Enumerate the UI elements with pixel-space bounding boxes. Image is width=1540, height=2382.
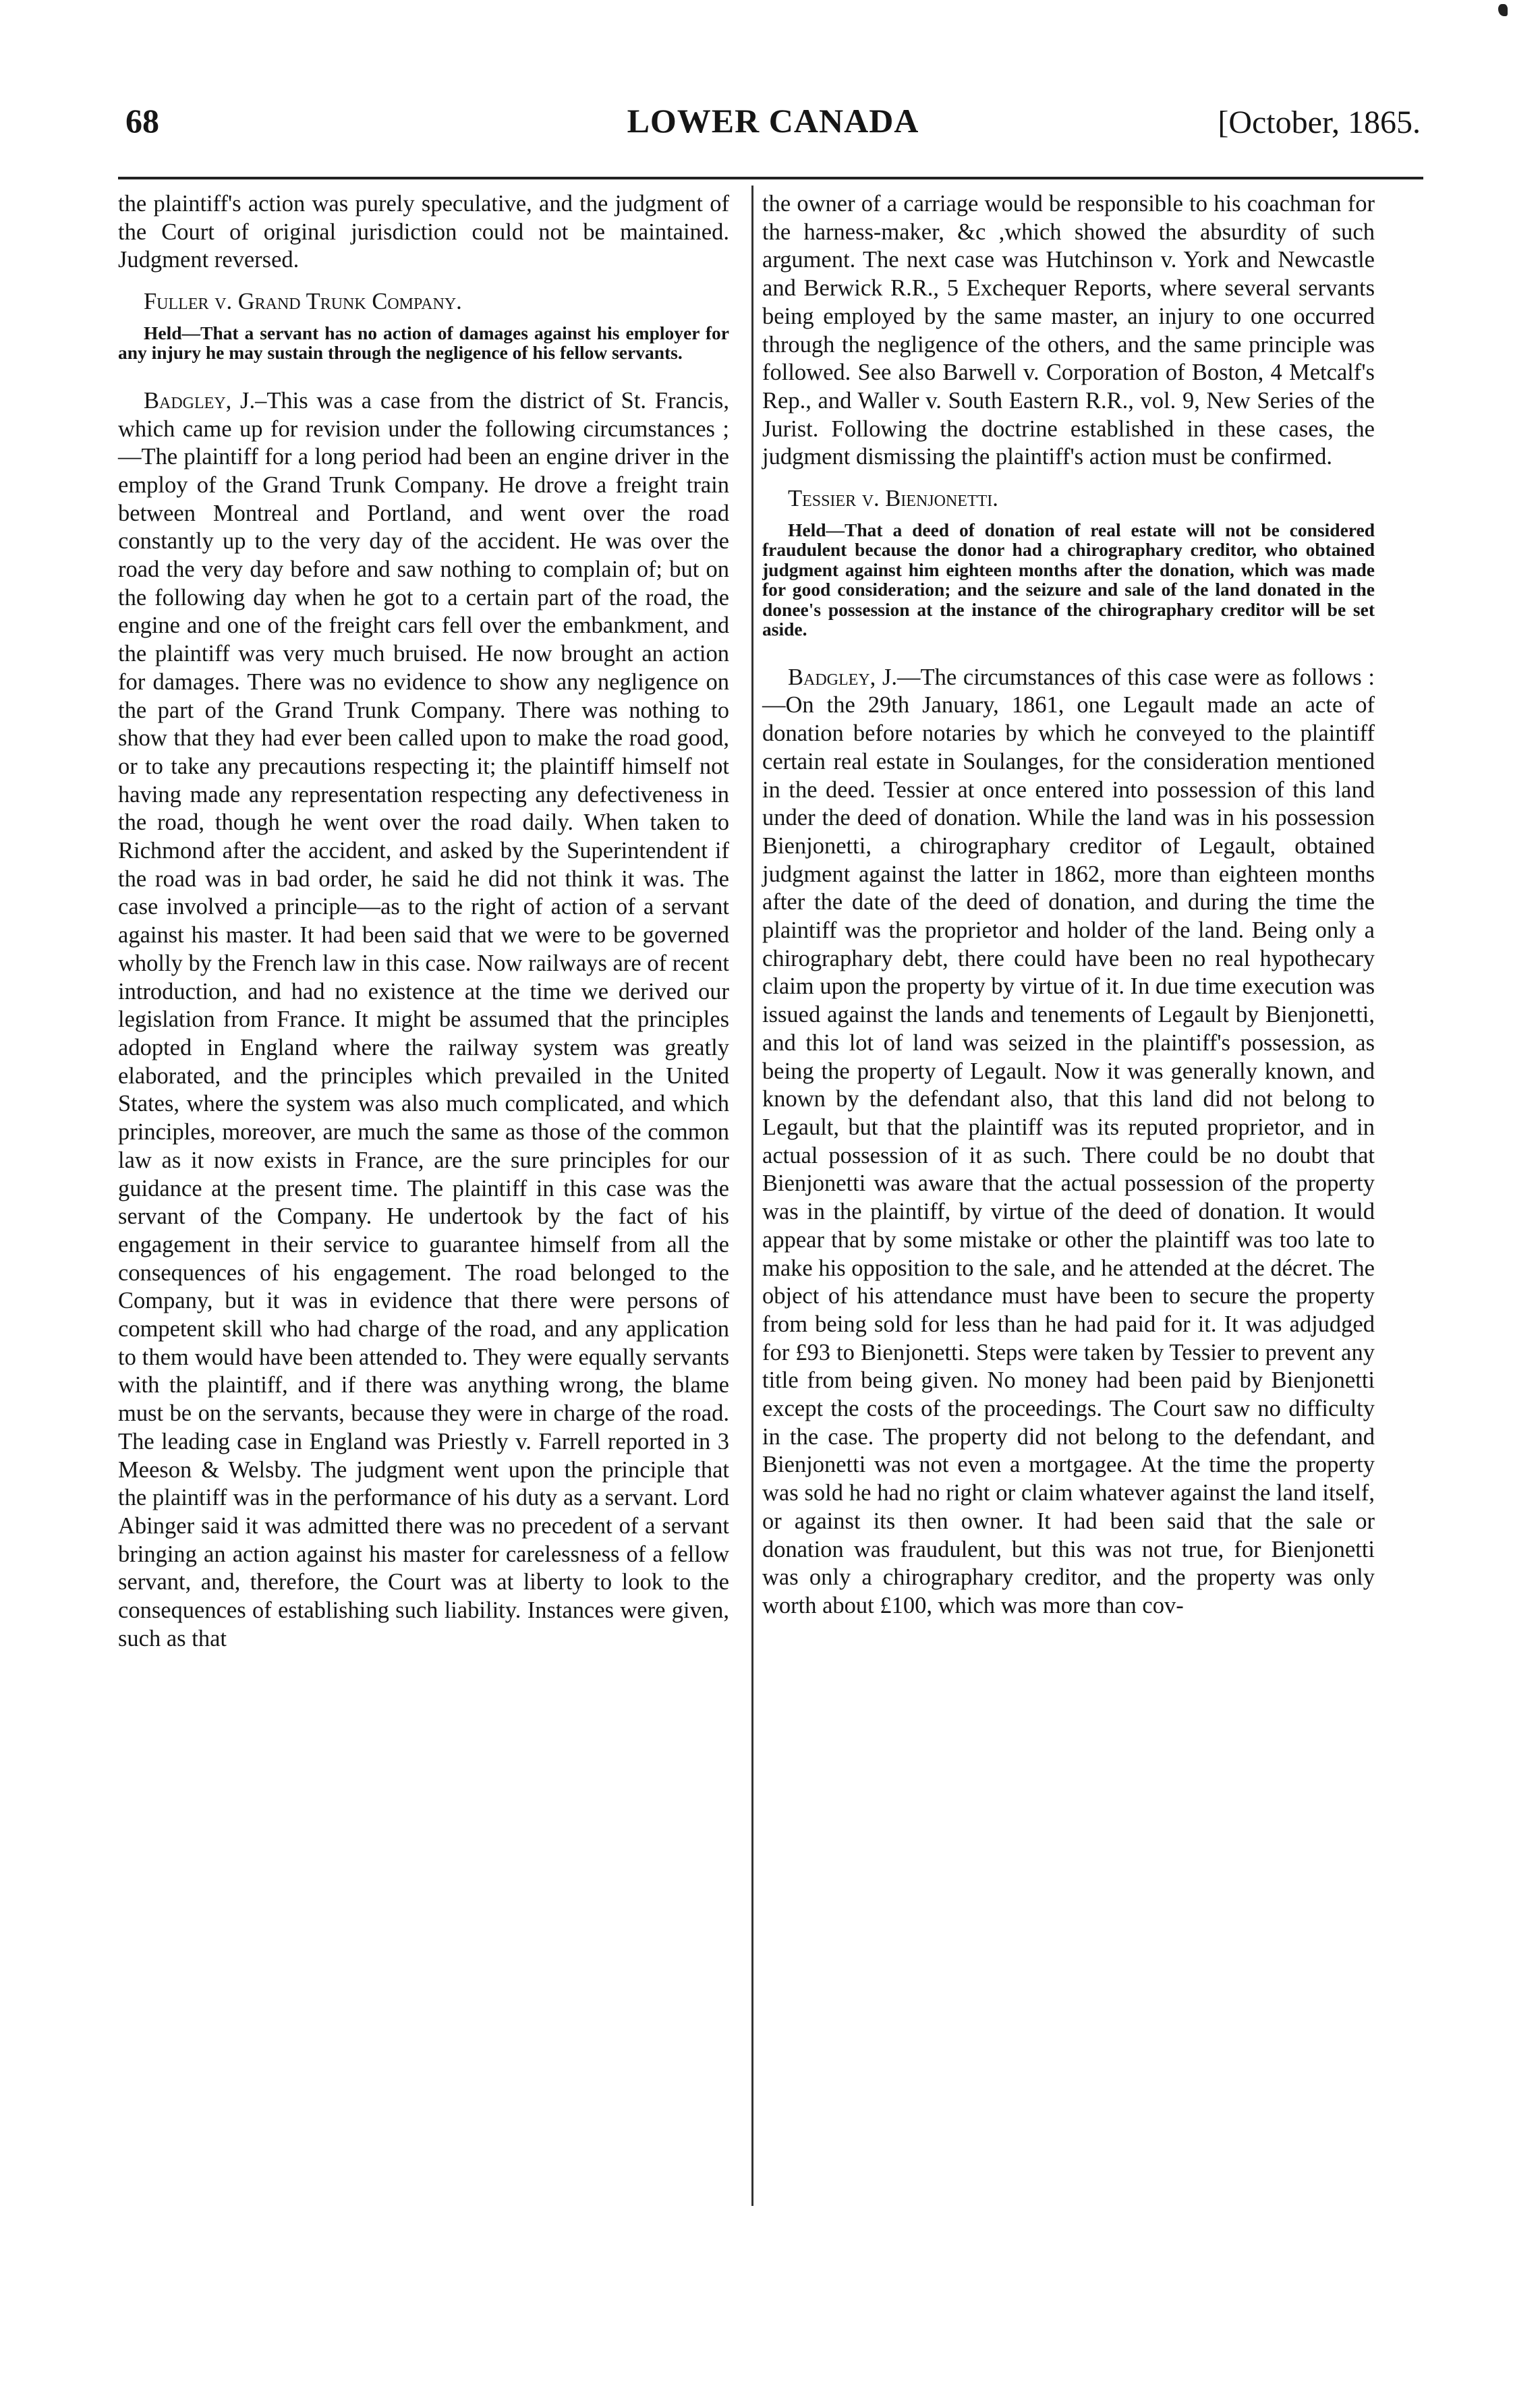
case-title-tessier: Tessier v. Bienjonetti. — [788, 486, 998, 512]
header-rule — [118, 177, 1423, 179]
judge-name: Badgley, J. — [788, 664, 898, 690]
column-divider — [751, 186, 753, 2206]
right-column — [762, 190, 1375, 1620]
case-title-fuller: Fuller v. Grand Trunk Company. — [144, 289, 462, 315]
left-column — [118, 190, 729, 1653]
continued-paragraph: the plaintiff's action was purely speculative, and the judgment of the Court of original jurisdiction could not be maintained. Judgment reversed. — [118, 191, 729, 273]
scan-mark — [1498, 4, 1508, 16]
running-header — [125, 101, 1421, 155]
case-body-text: —The circumstances of this case were as follows :—On the 29th January, 1861, one Legault made an acte of donation before notaries by which he conveyed to the plaintiff certain real estate in Soulanges, for the consideration mentioned in the deed. Tessier at once entered into possession of this land under the deed of donation. While the land was in his possession Bienjonetti, a chirographary creditor of Legault, obtained judgment against the latter in 1862, more than eighteen months after the date of the deed of donation, and during the time the plaintiff was the proprietor and holder of the land. Being only a chirographary debt, there could have been no real hypothecary claim upon the property by virtue of it. In due time execution was issued against the lands and tenements of Legault by Bienjonetti, and this lot of land was seized in the plaintiff's possession, as being the property of Legault. Now it was generally known, and known by the defendant also, that this land did not belong to Legault, but that the plaintiff was its reputed proprietor, and in actual possession of it as such. There could be no doubt that Bienjonetti was aware that the actual possession of the property was in the plaintiff, by virtue of the deed of donation. It would appear that by some mistake or other the plaintiff was too late to make his opposition to the sale, and he attended at the décret. The object of his attendance must have been to secure the property from being sold for less than he had paid for it. It was adjudged for £93 to Bienjonetti. Steps were taken by Tessier to prevent any title from being given. No money had been paid by Bienjonetti except the costs of the proceedings. The Court saw no difficulty in the case. The property did not belong to the defendant, and Bienjonetti was not even a mortgagee. At the time the property was sold he had no right or claim whatever against the land itself, or against its then owner. It had been said that the sale or donation was fraudulent, but this was not true, for Bienjonetti was only a chirographary creditor, and the property was only worth about £100, which was more than cov- — [762, 664, 1375, 1618]
case-holding-fuller: Held—That a servant has no action of damages against his employer for any injury he may sustain through the negligence of his fellow servants. — [118, 322, 729, 364]
case-body-text: –This was a case from the district of St. Francis, which came up for revision under the following circumstances ;—The plaintiff for a long period had been an engine driver in the employ of the Grand Trunk Company. He drove a freight train between Montreal and Portland, and went over the road constantly up to the very day of the accident. He was over the road the very day before and saw nothing to complain of; but on the following day when he got to a certain part of the road, the engine and one of the freight cars fell over the embankment, and the plaintiff was very much bruised. He now brought an action for damages. There was no evidence to show any negligence on the part of the Grand Trunk Company. There was nothing to show that they had ever been called upon to make the road good, or to take any precautions respecting it; the plaintiff himself not having made any representation respecting any defectiveness in the road, though he went over the road daily. When taken to Richmond after the accident, and asked by the Superintendent if the road was in bad order, he said he did not think it was. The case involved a principle—as to the right of action of a servant against his master. It had been said that we were to be governed wholly by the French law in this case. Now railways are of recent introduction, and had no existence at the time we derived our legislation from France. It might be assumed that the principles adopted in England where the railway system was greatly elaborated, and the principles which prevailed in the United States, where the system was also much complicated, and which principles, moreover, are much the same as those of the common law as it now exists in France, are the sure principles for our guidance at the present time. The plaintiff in this case was the servant of the Company. He undertook by the fact of his engagement in their service to guarantee himself from all the consequences of his engagement. The road belonged to the Company, but it was in evidence that there were persons of competent skill who had charge of the road, and any application to them would have been attended to. They were equally servants with the plaintiff, and if there was anything wrong, the blame must be on the servants, because they were in charge of the road. The leading case in England was Priestly v. Farrell reported in 3 Meeson & Welsby. The judgment went upon the principle that the plaintiff was in the performance of his duty as a servant. Lord Abinger said it was admitted there was no precedent of a servant bringing an action against his master for carelessness of a fellow servant, and, therefore, the Court was at liberty to look to the consequences of establishing such liability. Instances were given, such as that — [118, 387, 729, 1651]
issue-date: [October, 1865. — [1218, 105, 1421, 140]
case-body-fuller — [118, 387, 729, 1653]
continued-paragraph: the owner of a carriage would be responsible to his coachman for the harness-maker, &c ,which showed the absurdity of such argument. The next case was Hutchinson v. York and Newcastle and Berwick R.R., 5 Exchequer Reports, where several servants being employed by the same master, an injury to one occurred through the negligence of the others, and the same principle was followed. See also Barwell v. Corporation of Boston, 4 Metcalf's Rep., and Waller v. South Eastern R.R., vol. 9, New Series of the Jurist. Following the doctrine established in these cases, the judgment dismissing the plaintiff's action must be confirmed. — [762, 191, 1375, 470]
page-number: 68 — [125, 102, 159, 140]
case-holding-tessier: Held—That a deed of donation of real estate will not be considered fraudulent because the donor had a chirographary creditor, who obtained judgment against him eighteen months after the donation, which was made for good consideration; and the seizure and sale of the land donated in the donee's possession at the instance of the chirographary creditor will be set aside. — [762, 519, 1375, 640]
running-title: LOWER CANADA — [627, 102, 919, 140]
case-body-tessier — [762, 664, 1375, 1620]
judge-name: Badgley, J. — [144, 387, 256, 414]
